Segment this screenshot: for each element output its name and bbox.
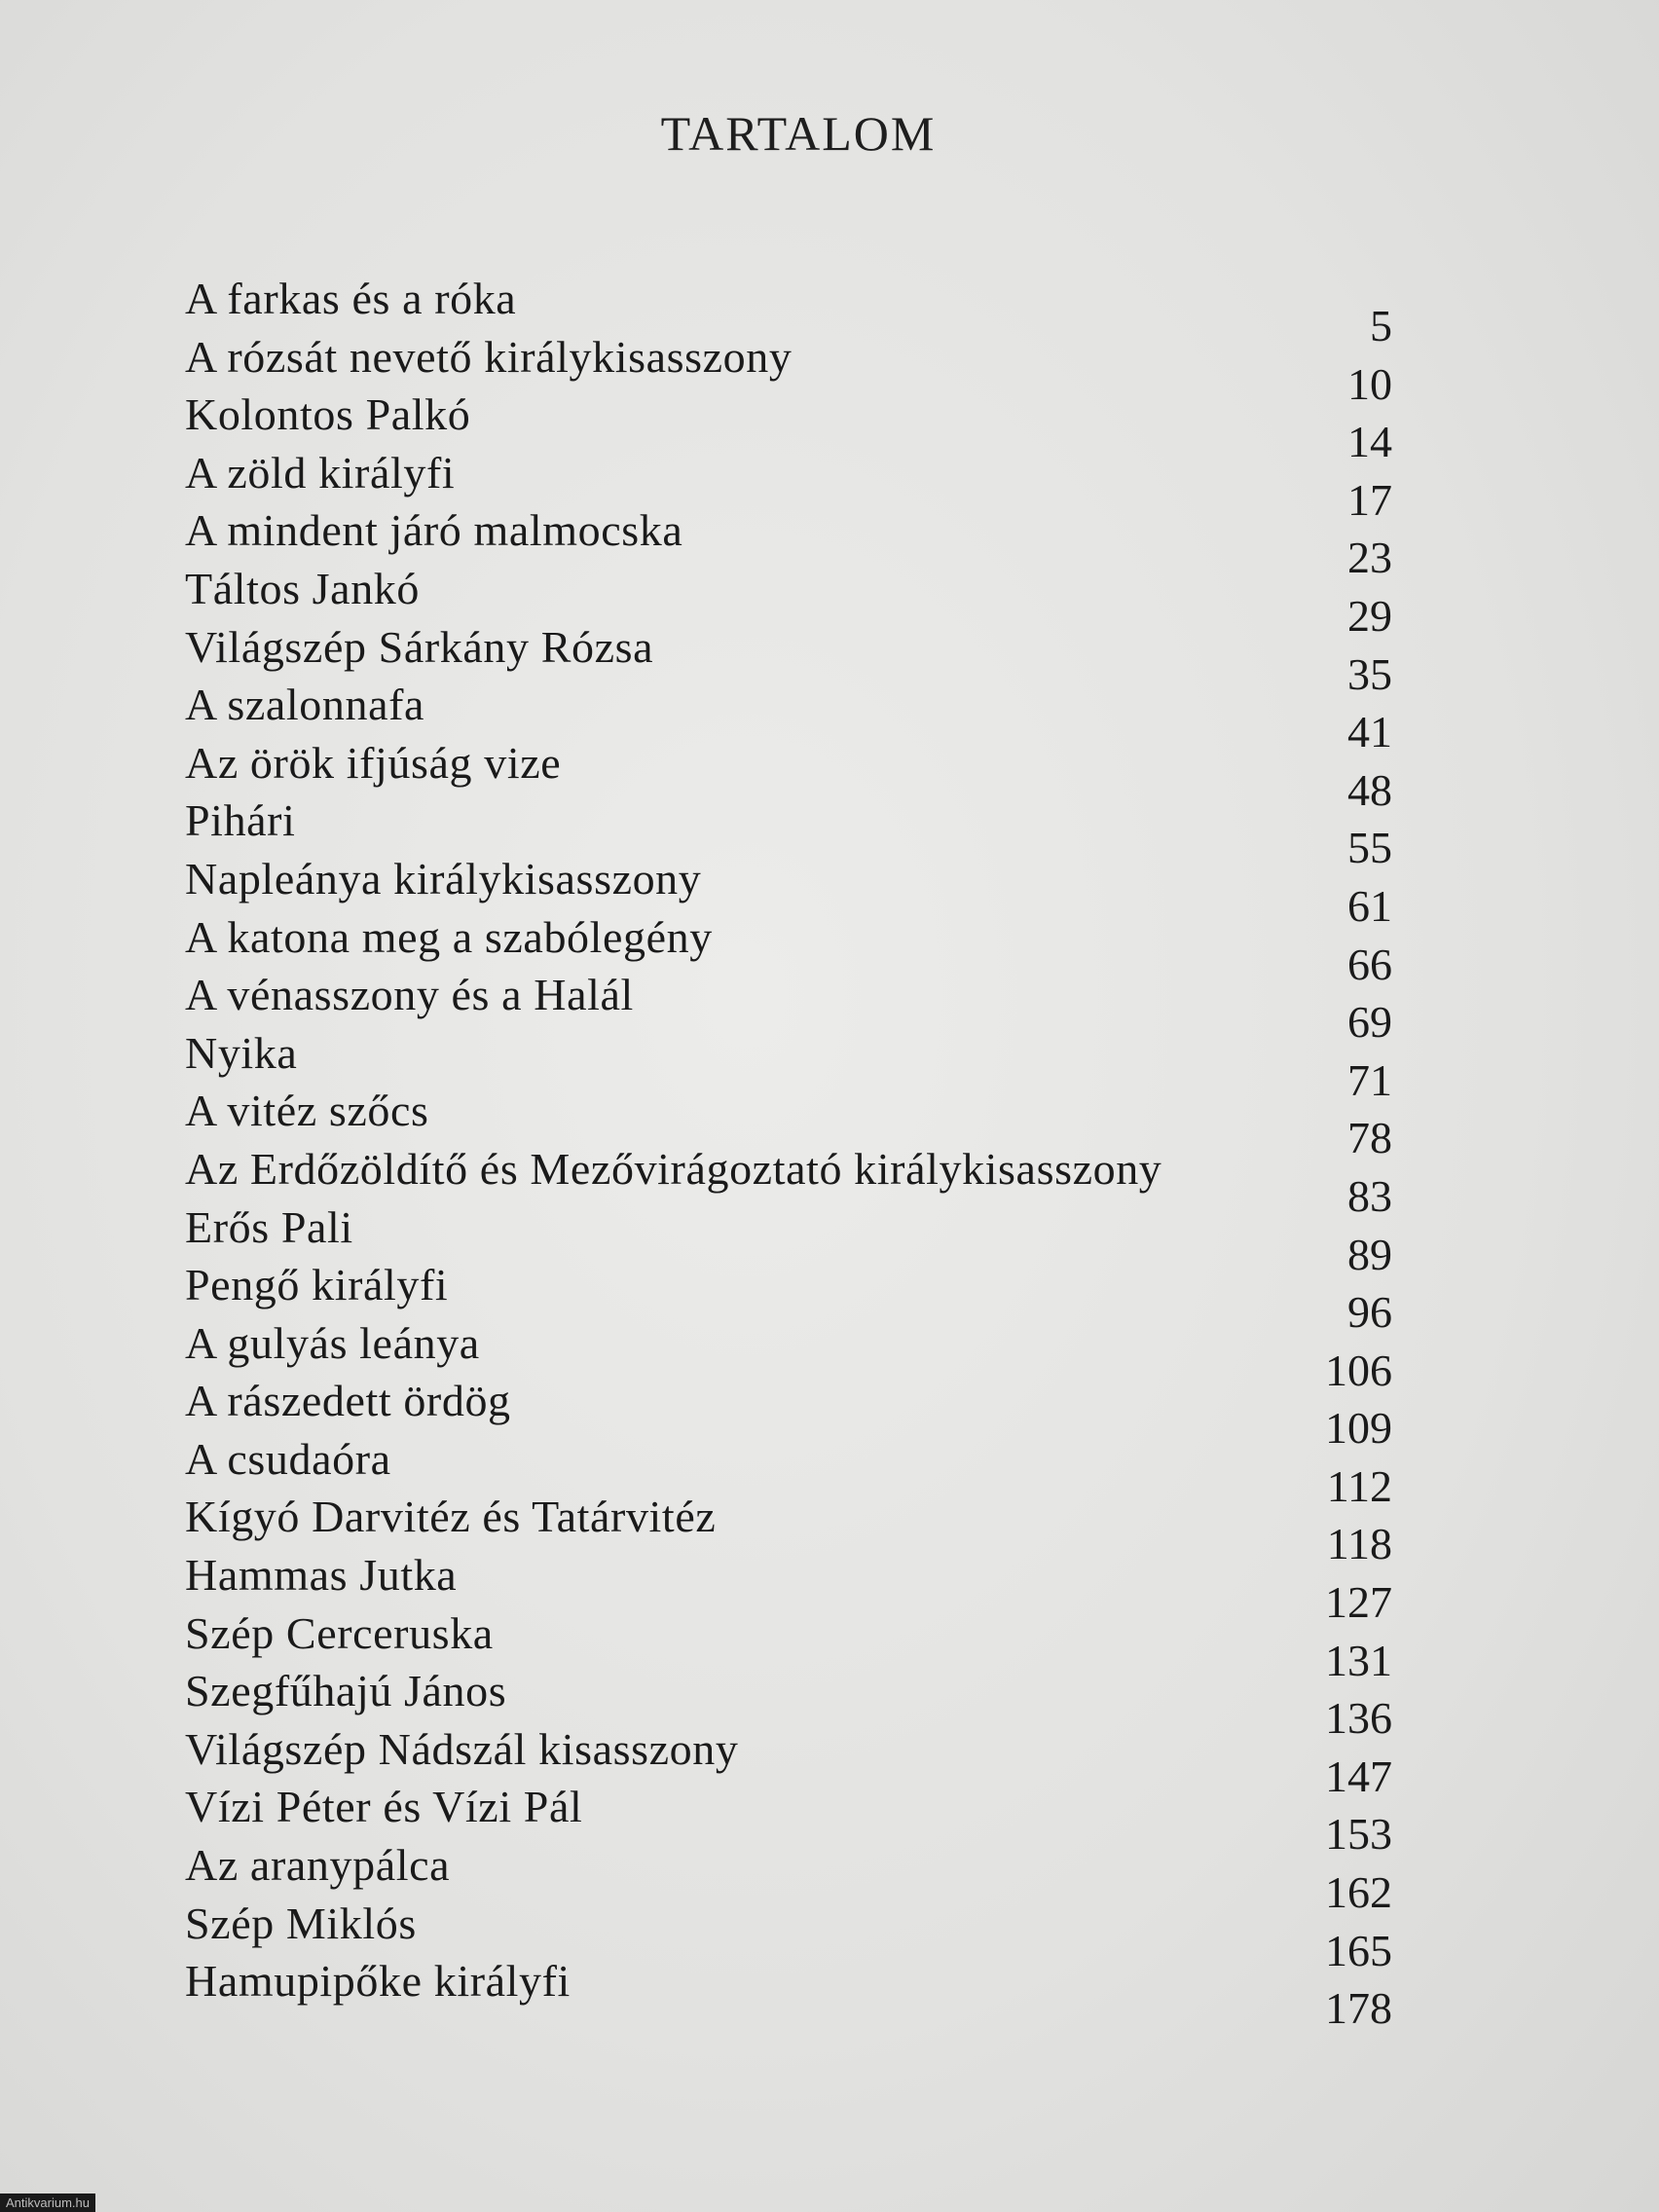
toc-entry [185, 853, 1392, 931]
toc-entry-page-number: 112 [1326, 1460, 1392, 1511]
toc-entry-page-number: 136 [1325, 1693, 1392, 1744]
toc-entry-title: Vízi Péter és Vízi Pál [185, 1782, 583, 1832]
toc-entry-page-number: 41 [1347, 707, 1392, 757]
toc-entry-page-number: 109 [1325, 1403, 1392, 1454]
toc-entry-page-number: 147 [1325, 1751, 1392, 1801]
toc-entry-page-number: 89 [1347, 1229, 1392, 1279]
toc-entry-page-number: 69 [1347, 997, 1392, 1048]
toc-entry-title: Táltos Jankó [185, 563, 420, 613]
toc-entry-title: A csudaóra [185, 1433, 391, 1484]
toc-entry [185, 621, 1392, 699]
toc-entry-title: Világszép Nádszál kisasszony [185, 1723, 739, 1774]
toc-entry-page-number: 106 [1325, 1345, 1392, 1395]
toc-entry-page-number: 162 [1325, 1867, 1392, 1918]
toc-entry-title: Pihári [185, 795, 296, 846]
toc-entry-title: Világszép Sárkány Rózsa [185, 621, 654, 672]
toc-entry-title: A vitéz szőcs [185, 1086, 429, 1136]
toc-entry-title: Az Erdőzöldítő és Mezővirágoztató királykisasszony [185, 1143, 1162, 1194]
toc-entry-page-number: 78 [1347, 1113, 1392, 1163]
toc-entry [185, 1665, 1392, 1744]
toc-entry-title: A gulyás leánya [185, 1317, 480, 1368]
toc-entry-title: A vénasszony és a Halál [185, 970, 634, 1020]
toc-entry [185, 563, 1392, 641]
toc-entry [185, 1201, 1392, 1279]
toc-entry [185, 911, 1392, 989]
toc-entry-title: Szép Cerceruska [185, 1607, 494, 1658]
toc-entry [185, 969, 1392, 1048]
toc-entry [185, 1375, 1392, 1454]
toc-entry [185, 1085, 1392, 1163]
toc-entry-page-number: 5 [1370, 301, 1392, 350]
toc-entry-title: A katona meg a szabólegény [185, 911, 713, 962]
toc-entry [185, 1607, 1392, 1685]
toc-entry-title: Napleánya királykisasszony [185, 853, 702, 903]
toc-entry-page-number: 61 [1347, 880, 1392, 931]
toc-entry-page-number: 35 [1347, 648, 1392, 699]
toc-entry-page-number: 48 [1347, 764, 1392, 815]
toc-entry-page-number: 165 [1325, 1925, 1392, 1975]
page-title: TARTALOM [660, 106, 937, 161]
toc-entry-title: Erős Pali [185, 1201, 353, 1252]
toc-entry [185, 1898, 1392, 1975]
toc-entry [185, 1839, 1392, 1918]
toc-entry-title: A mindent járó malmocska [185, 505, 683, 556]
toc-entry [185, 1317, 1392, 1395]
toc-entry-title: A szalonnafa [185, 680, 425, 730]
toc-entry-title: Az örök ifjúság vize [185, 737, 562, 788]
toc-entry-title: Kolontos Palkó [185, 389, 471, 440]
toc-entry-page-number: 66 [1347, 939, 1392, 989]
toc-entry [185, 388, 1392, 467]
toc-entry-title: Szegfűhajú János [185, 1666, 507, 1716]
toc-entry [185, 1955, 1392, 2034]
toc-entry [185, 1027, 1392, 1105]
toc-entry-page-number: 96 [1347, 1287, 1392, 1338]
toc-entry [185, 1259, 1392, 1338]
toc-entry-page-number: 14 [1347, 417, 1392, 467]
toc-entry [185, 273, 1392, 350]
toc-entry [185, 447, 1392, 525]
toc-entry-title: Nyika [185, 1027, 298, 1078]
toc-entry-title: Az aranypálca [185, 1840, 451, 1891]
toc-entry-title: A rózsát nevető királykisasszony [185, 331, 793, 382]
toc-entry-page-number: 153 [1325, 1809, 1392, 1860]
toc-entry-title: A rászedett ördög [185, 1376, 511, 1426]
toc-entry-page-number: 17 [1347, 474, 1392, 525]
toc-entry-page-number: 118 [1326, 1519, 1392, 1569]
toc-entry-title: Szép Miklós [185, 1898, 417, 1948]
toc-entry [185, 331, 1392, 409]
toc-entry-title: A zöld királyfi [185, 447, 456, 498]
watermark: Antikvarium.hu [0, 2194, 95, 2212]
toc-entry-title: Hammas Jutka [185, 1550, 458, 1601]
toc-entry-page-number: 131 [1325, 1635, 1392, 1685]
toc-entry [185, 1143, 1392, 1221]
toc-entry [185, 1491, 1392, 1569]
toc-entry-page-number: 71 [1347, 1054, 1392, 1105]
toc-entry-title: Kígyó Darvitéz és Tatárvitéz [185, 1492, 717, 1542]
table-of-contents [185, 273, 1392, 2034]
toc-entry-page-number: 55 [1347, 823, 1392, 873]
toc-entry [185, 1723, 1392, 1801]
toc-entry-title: Hamupipőke királyfi [185, 1956, 571, 2007]
toc-entry-page-number: 23 [1347, 533, 1392, 583]
toc-entry [185, 737, 1392, 815]
toc-entry-title: Pengő királyfi [185, 1260, 449, 1310]
toc-entry [185, 679, 1392, 757]
toc-entry [185, 1781, 1392, 1860]
toc-entry [185, 1433, 1392, 1511]
toc-entry [185, 504, 1392, 583]
toc-entry [185, 1549, 1392, 1628]
toc-entry-page-number: 178 [1325, 1983, 1392, 2034]
toc-entry [185, 794, 1392, 873]
toc-entry-title: A farkas és a róka [185, 274, 517, 323]
toc-entry-page-number: 10 [1347, 358, 1392, 409]
toc-entry-page-number: 83 [1347, 1170, 1392, 1221]
toc-entry-page-number: 29 [1347, 590, 1392, 641]
toc-entry-page-number: 127 [1325, 1577, 1392, 1628]
